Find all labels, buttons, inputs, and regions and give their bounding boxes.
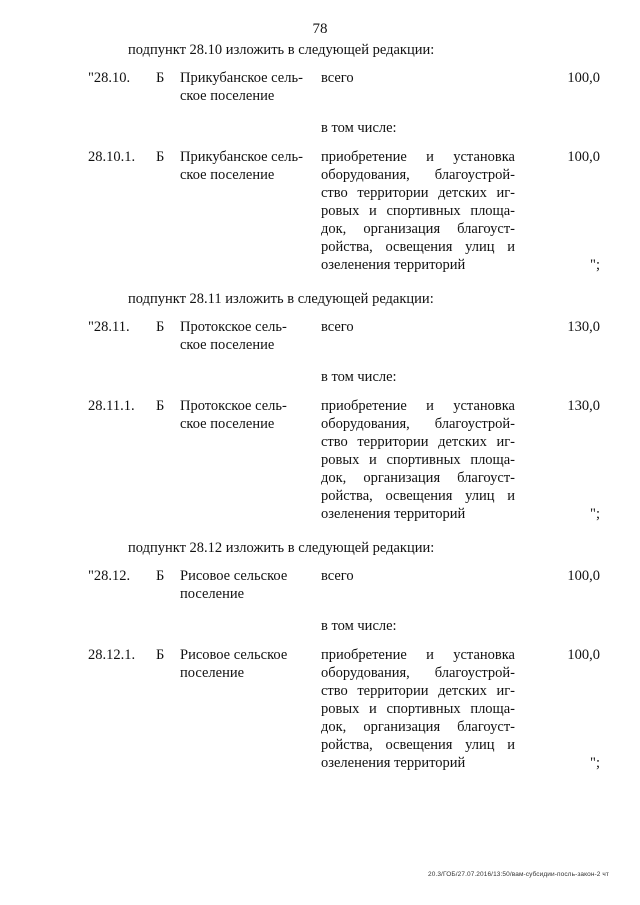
subrow-description [321, 646, 515, 772]
subrow-letter: Б [156, 647, 165, 663]
subrow-settlement-name [180, 646, 312, 682]
name-line: ское поселение [180, 416, 275, 432]
row-description: всего [321, 70, 354, 86]
closing-quote: "; [590, 257, 600, 273]
subrow-amount: 100,0 [567, 149, 600, 165]
section-intro: подпункт 28.12 изложить в следующей редакции: [128, 540, 435, 556]
subrow-description [321, 397, 515, 523]
name-line: Рисовое сельское [180, 568, 288, 584]
row-number: "28.11. [88, 319, 130, 335]
name-line: Протокское сель- [180, 398, 287, 414]
description-line: озеленения территорий [321, 755, 466, 771]
subrow-number: 28.11.1. [88, 398, 135, 414]
subrow-description [321, 148, 515, 274]
footer-document-id: 20.3/ГОБ/27.07.2016/13:50/вам-субсидии-посль-закон-2 чт [428, 871, 609, 878]
description-line: ровых и спортивных площа- [321, 452, 515, 468]
section-intro: подпункт 28.11 изложить в следующей редакции: [128, 291, 434, 307]
subrow-number: 28.10.1. [88, 149, 136, 165]
row-settlement-name [180, 69, 312, 105]
description-line: док, организация благоуст- [321, 719, 515, 735]
row-description: всего [321, 568, 354, 584]
description-line: ровых и спортивных площа- [321, 203, 515, 219]
closing-quote: "; [590, 506, 600, 522]
description-line: ройства, освещения улиц и [321, 239, 515, 255]
name-line: Протокское сель- [180, 319, 287, 335]
name-line: Прикубанское сель- [180, 149, 303, 165]
row-number: "28.10. [88, 70, 131, 86]
description-line: оборудования, благоустрой- [321, 416, 515, 432]
row-amount: 130,0 [567, 319, 600, 335]
description-line: озеленения территорий [321, 257, 466, 273]
row-description: всего [321, 319, 354, 335]
description-line: док, организация благоуст- [321, 221, 515, 237]
description-line: док, организация благоуст- [321, 470, 515, 486]
description-line: озеленения территорий [321, 506, 466, 522]
row-letter: Б [156, 70, 165, 86]
row-settlement-name [180, 318, 312, 354]
row-amount: 100,0 [567, 70, 600, 86]
description-line: ство территории детских иг- [321, 185, 515, 201]
name-line: поселение [180, 586, 245, 602]
subrow-settlement-name [180, 397, 312, 433]
row-settlement-name [180, 567, 312, 603]
subrow-number: 28.12.1. [88, 647, 136, 663]
description-line: ройства, освещения улиц и [321, 488, 515, 504]
name-line: ское поселение [180, 167, 275, 183]
description-line: ровых и спортивных площа- [321, 701, 515, 717]
description-line: ство территории детских иг- [321, 434, 515, 450]
row-amount: 100,0 [567, 568, 600, 584]
subrow-settlement-name [180, 148, 312, 184]
subrow-letter: Б [156, 149, 165, 165]
name-line: ское поселение [180, 337, 275, 353]
page-number: 78 [312, 21, 328, 37]
description-line: приобретение и установка [321, 647, 515, 663]
description-line: ройства, освещения улиц и [321, 737, 515, 753]
name-line: Рисовое сельское [180, 647, 288, 663]
row-number: "28.12. [88, 568, 131, 584]
description-line: ство территории детских иг- [321, 683, 515, 699]
subrow-letter: Б [156, 398, 165, 414]
including-label: в том числе: [321, 120, 397, 136]
row-letter: Б [156, 568, 165, 584]
name-line: поселение [180, 665, 245, 681]
name-line: ское поселение [180, 88, 275, 104]
description-line: приобретение и установка [321, 149, 515, 165]
description-line: приобретение и установка [321, 398, 515, 414]
closing-quote: "; [590, 755, 600, 771]
section-intro: подпункт 28.10 изложить в следующей редакции: [128, 42, 435, 58]
including-label: в том числе: [321, 618, 397, 634]
description-line: оборудования, благоустрой- [321, 665, 515, 681]
name-line: Прикубанское сель- [180, 70, 303, 86]
including-label: в том числе: [321, 369, 397, 385]
row-letter: Б [156, 319, 165, 335]
description-line: оборудования, благоустрой- [321, 167, 515, 183]
subrow-amount: 100,0 [567, 647, 600, 663]
subrow-amount: 130,0 [567, 398, 600, 414]
